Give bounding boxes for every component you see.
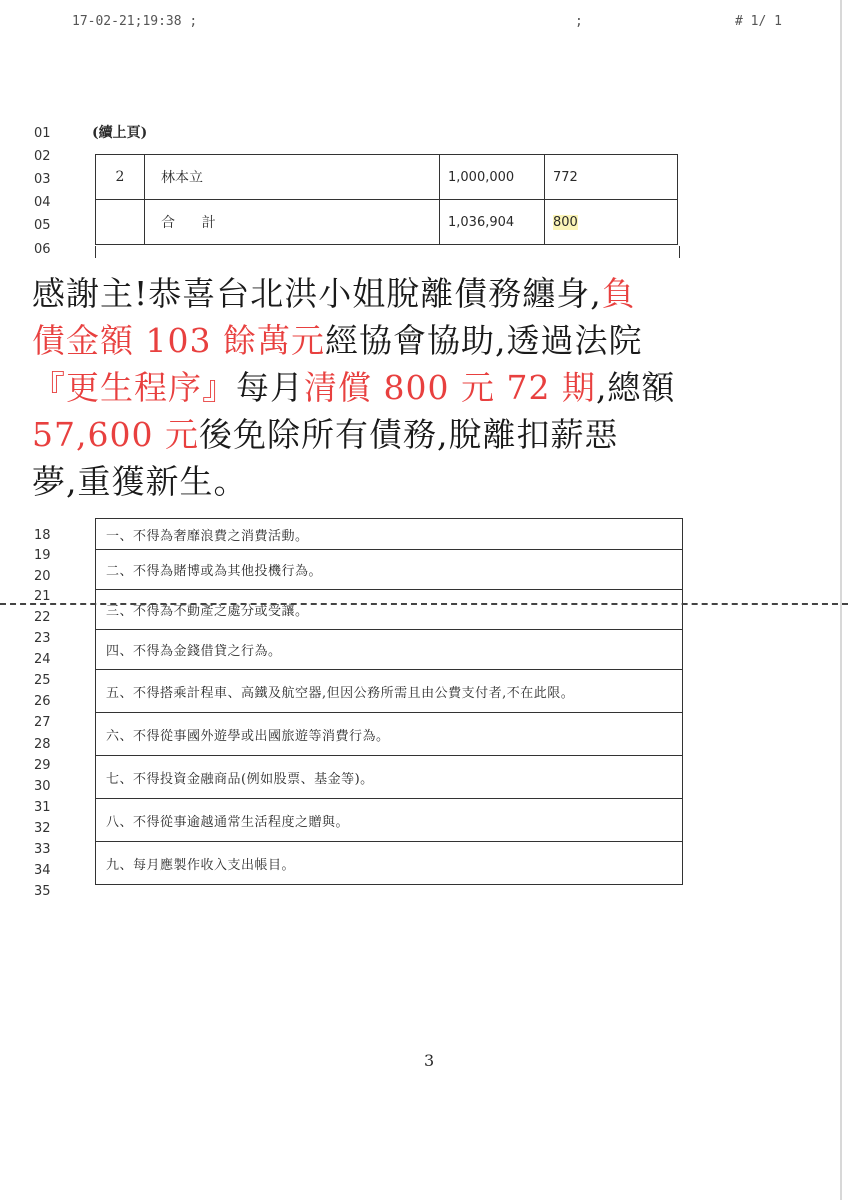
line-number: 34 xyxy=(34,863,51,878)
creditor-table xyxy=(95,154,678,245)
announcement-text: 每月 xyxy=(236,368,304,407)
line-number: 32 xyxy=(34,821,51,836)
continued-label: (續上頁) xyxy=(92,125,148,141)
table-row xyxy=(96,799,683,842)
line-number: 24 xyxy=(34,652,51,667)
restriction-item: 三、不得為不動產之處分或受讓。 xyxy=(96,590,683,630)
line-number: 03 xyxy=(34,172,51,187)
row-number xyxy=(96,200,145,245)
line-number: 02 xyxy=(34,149,51,164)
table-row xyxy=(96,550,683,590)
fax-timestamp: 17-02-21;19:38 ; xyxy=(72,14,198,29)
table-row xyxy=(96,670,683,713)
announcement-text: ,總額 xyxy=(595,368,676,407)
restriction-item: 二、不得為賭博或為其他投機行為。 xyxy=(96,550,683,590)
announcement-line xyxy=(32,317,822,364)
restriction-item: 五、不得搭乘計程車、高鐵及航空器,但因公務所需且由公費支付者,不在此限。 xyxy=(96,670,683,713)
line-number: 26 xyxy=(34,694,51,709)
line-number: 20 xyxy=(34,569,51,584)
scan-edge xyxy=(840,0,842,1200)
announcement-line: 夢,重獲新生。 xyxy=(32,462,248,501)
line-number: 22 xyxy=(34,610,51,625)
total-label: 合 計 xyxy=(145,200,440,245)
line-number: 35 xyxy=(34,884,51,899)
announcement-highlight: 清償 800 元 72 期 xyxy=(304,368,596,407)
line-number: 29 xyxy=(34,758,51,773)
line-number: 23 xyxy=(34,631,51,646)
announcement-line xyxy=(32,411,822,458)
line-number: 21 xyxy=(34,589,51,604)
total-payment: 800 xyxy=(553,214,578,230)
fax-header xyxy=(0,14,848,34)
monthly-payment: 772 xyxy=(545,155,678,200)
restriction-item: 一、不得為奢靡浪費之消費活動。 xyxy=(96,519,683,550)
line-number: 06 xyxy=(34,242,51,257)
table-row xyxy=(96,155,678,200)
table-row xyxy=(96,590,683,630)
line-number: 30 xyxy=(34,779,51,794)
table-row xyxy=(96,519,683,550)
announcement-text: 感謝主!恭喜台北洪小姐脫離債務纏身, xyxy=(32,274,602,313)
line-number: 04 xyxy=(34,195,51,210)
table-row xyxy=(96,713,683,756)
table-row xyxy=(96,756,683,799)
announcement-line xyxy=(32,364,822,411)
line-number: 27 xyxy=(34,715,51,730)
fax-separator: ; xyxy=(575,14,583,29)
line-number: 28 xyxy=(34,737,51,752)
line-number: 18 xyxy=(34,528,51,543)
page-number: 3 xyxy=(424,1051,435,1070)
restriction-item: 四、不得為金錢借貸之行為。 xyxy=(96,630,683,670)
announcement-line xyxy=(32,270,822,317)
total-amount: 1,036,904 xyxy=(440,200,545,245)
restrictions-table xyxy=(95,518,683,885)
restriction-item: 八、不得從事逾越通常生活程度之贈與。 xyxy=(96,799,683,842)
line-number: 19 xyxy=(34,548,51,563)
announcement-text: 後免除所有債務,脫離扣薪惡 xyxy=(198,415,619,454)
line-number: 01 xyxy=(34,126,51,141)
table-row xyxy=(96,630,683,670)
line-number: 33 xyxy=(34,842,51,857)
fax-page-marker: # 1/ 1 xyxy=(735,14,782,29)
restriction-item: 九、每月應製作收入支出帳目。 xyxy=(96,842,683,885)
announcement-highlight: 負 xyxy=(601,274,636,313)
line-number: 31 xyxy=(34,800,51,815)
table-row-total xyxy=(96,200,678,245)
creditor-name: 林本立 xyxy=(145,155,440,200)
table-row xyxy=(96,842,683,885)
line-number: 25 xyxy=(34,673,51,688)
announcement-highlight: 57,600 元 xyxy=(32,415,199,454)
fax-fold-line xyxy=(0,603,848,605)
table-border-tail xyxy=(95,246,680,258)
line-number: 05 xyxy=(34,218,51,233)
announcement-highlight: 債金額 103 餘萬元 xyxy=(32,321,325,360)
restriction-item: 七、不得投資金融商品(例如股票、基金等)。 xyxy=(96,756,683,799)
restriction-item: 六、不得從事國外遊學或出國旅遊等消費行為。 xyxy=(96,713,683,756)
debt-amount: 1,000,000 xyxy=(440,155,545,200)
announcement-overlay xyxy=(32,270,822,505)
row-number: 2 xyxy=(96,155,145,200)
announcement-text: 經協會協助,透過法院 xyxy=(324,321,643,360)
announcement-highlight: 『更生程序』 xyxy=(32,368,236,407)
